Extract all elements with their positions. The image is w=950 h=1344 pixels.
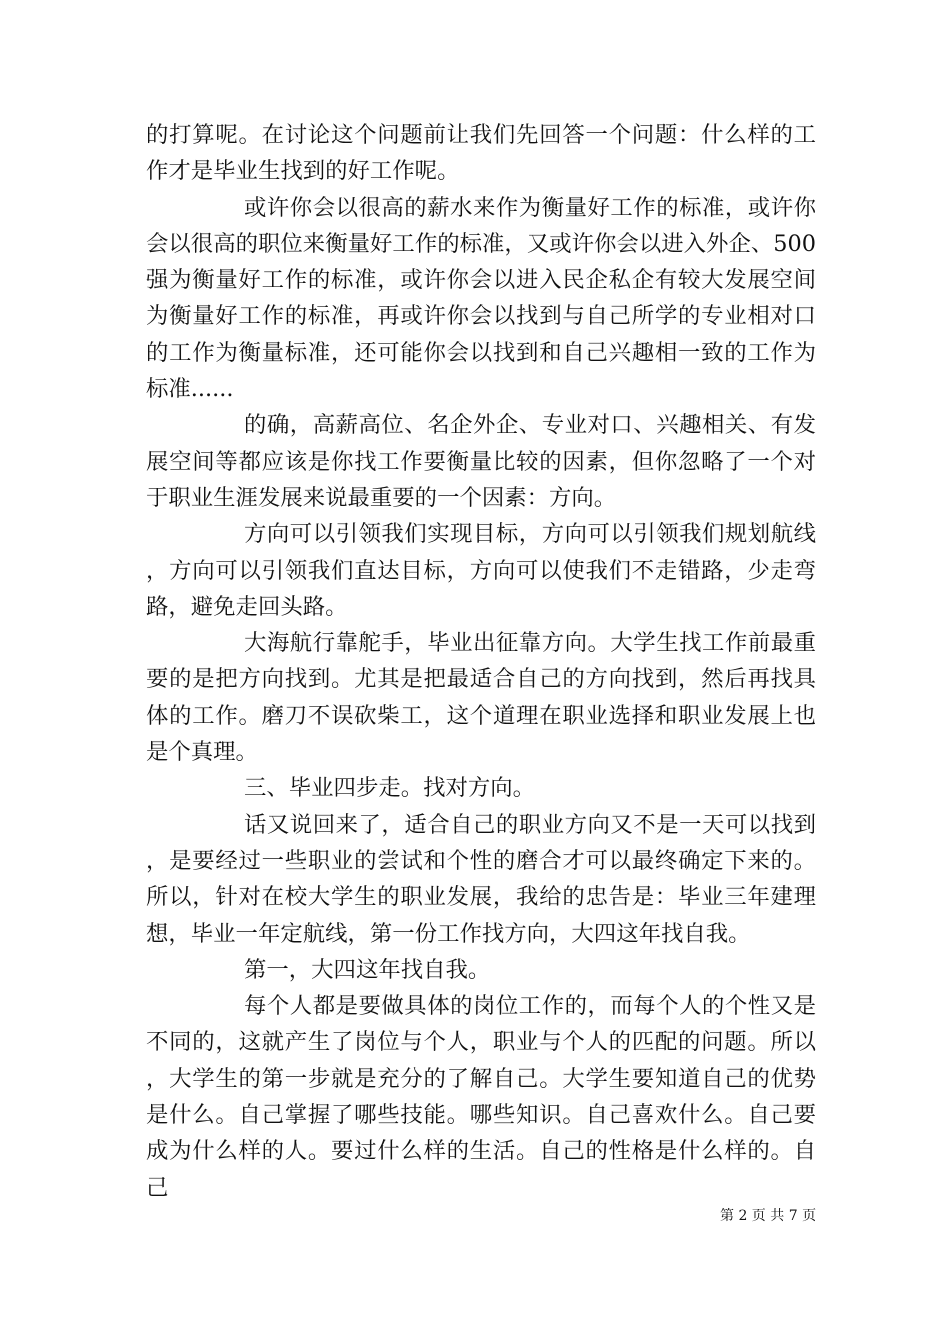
subsection-heading-first: 第一，大四这年找自我。 <box>244 956 491 983</box>
paragraph-6: 话又说回来了，适合自己的职业方向又不是一天可以找到，是要经过一些职业的尝试和个性的磨合才可以最终确定下来的。所以，针对在校大学生的职业发展，我给的忠告是：毕业三年建理想，毕业一年定航线，第一份工作找方向，大四这年找自我。 <box>146 811 816 947</box>
paragraph-7: 每个人都是要做具体的岗位工作的，而每个人的个性又是不同的，这就产生了岗位与个人，职业与个人的匹配的问题。所以，大学生的第一步就是充分的了解自己。大学生要知道自己的优势是什么。自己掌握了哪些技能。哪些知识。自己喜欢什么。自己要成为什么样的人。要过什么样的生活。自己的性格是什么样的。自己 <box>146 993 816 1201</box>
paragraph-4: 方向可以引领我们实现目标，方向可以引领我们规划航线，方向可以引领我们直达目标，方向可以使我们不走错路，少走弯路，避免走回头路。 <box>146 521 816 620</box>
paragraph-1: 的打算呢。在讨论这个问题前让我们先回答一个问题：什么样的工作才是毕业生找到的好工作呢。 <box>146 122 816 185</box>
page-number-footer: 第 2 页 共 7 页 <box>720 1208 817 1224</box>
paragraph-3: 的确，高薪高位、名企外企、专业对口、兴趣相关、有发展空间等都应该是你找工作要衡量比较的因素，但你忽略了一个对于职业生涯发展来说最重要的一个因素：方向。 <box>146 412 816 511</box>
paragraph-5: 大海航行靠舵手，毕业出征靠方向。大学生找工作前最重要的是把方向找到。尤其是把最适合自己的方向找到，然后再找具体的工作。磨刀不误砍柴工，这个道理在职业选择和职业发展上也是个真理。 <box>146 630 816 766</box>
paragraph-2: 或许你会以很高的薪水来作为衡量好工作的标准，或许你会以很高的职位来衡量好工作的标准，又或许你会以进入外企、500强为衡量好工作的标准，或许你会以进入民企私企有较大发展空间为衡量好工作的标准，再或许你会以找到与自己所学的专业相对口的工作为衡量标准，还可能你会以找到和自己兴趣相一致的工作为标准...... <box>146 194 816 403</box>
body-text <box>146 117 816 1206</box>
section-heading-three: 三、毕业四步走。找对方向。 <box>244 775 536 802</box>
